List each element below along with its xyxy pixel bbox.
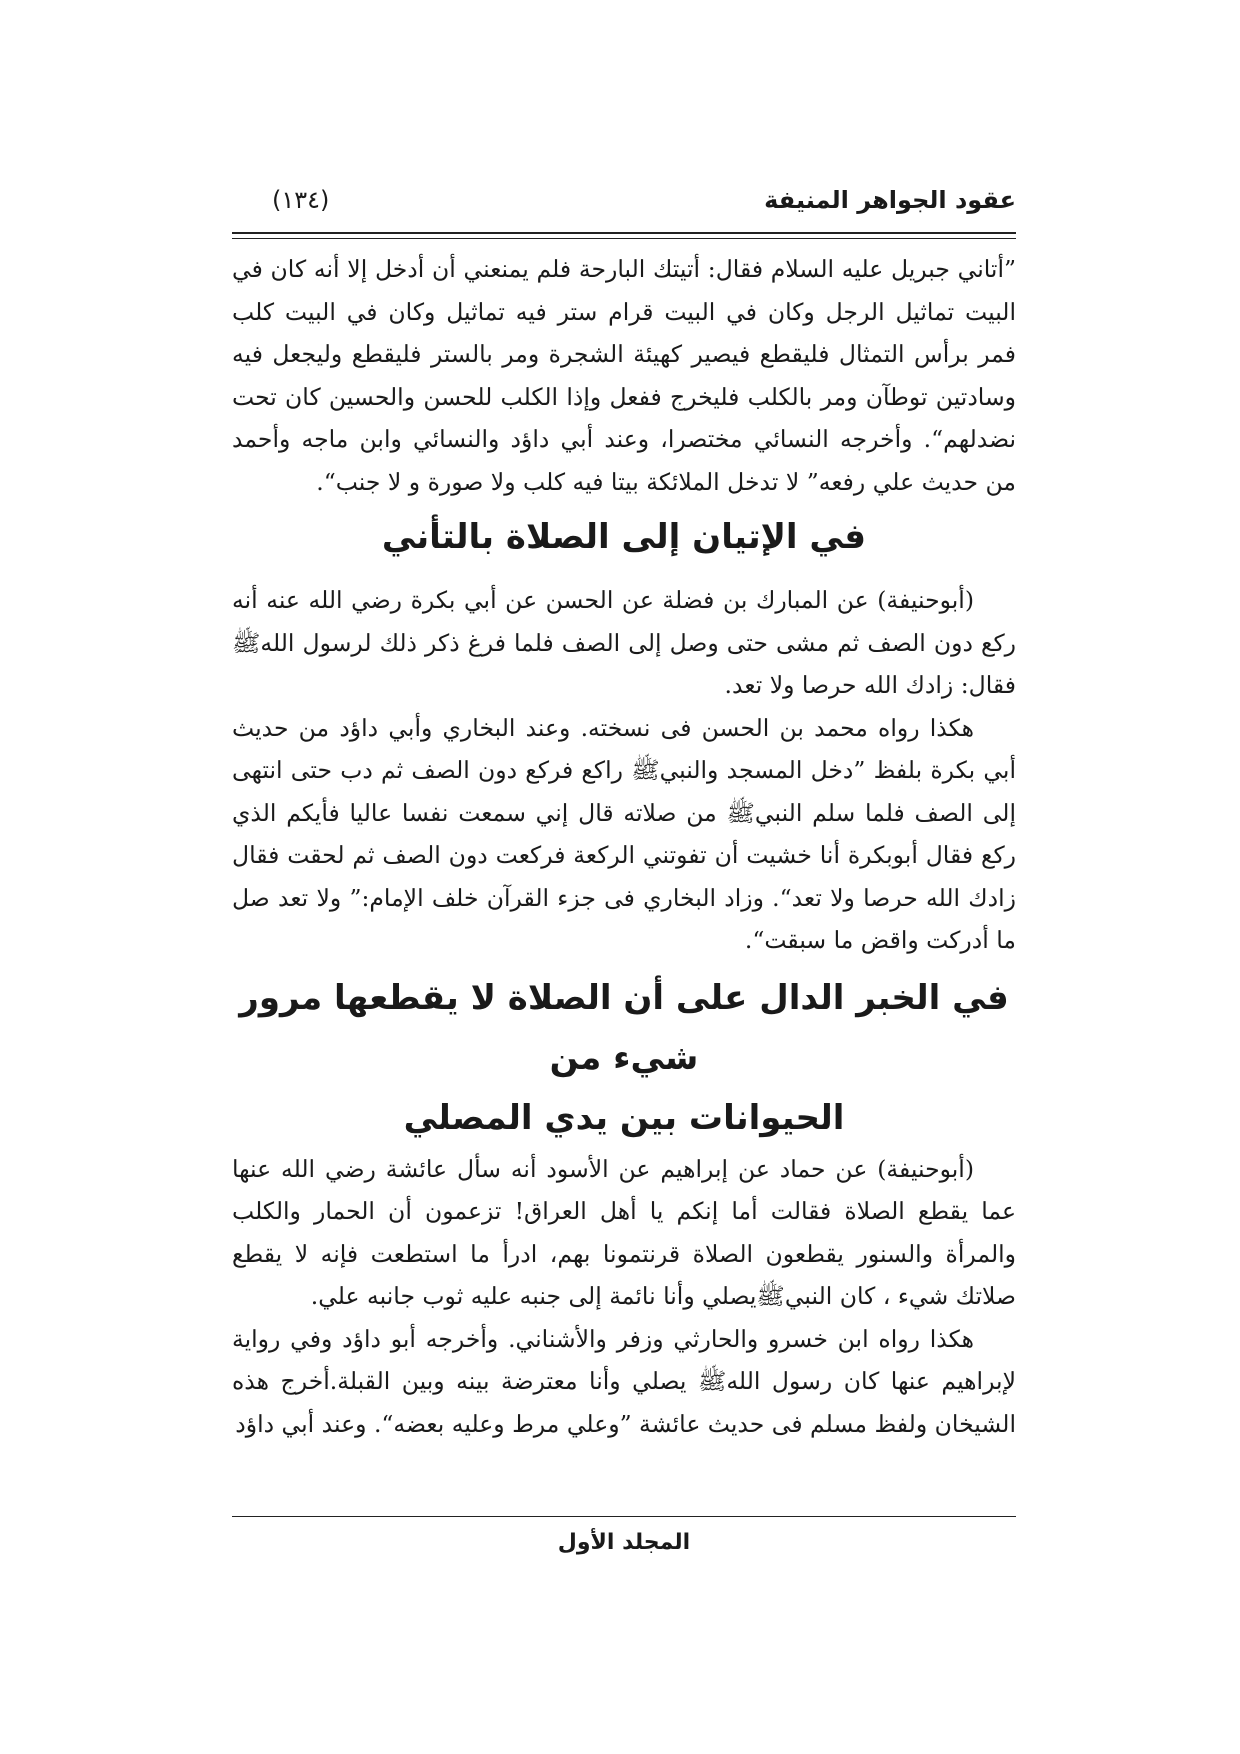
intro-paragraph: ”أتاني جبريل عليه السلام فقال: أتيتك البارحة فلم يمنعني أن أدخل إلا أنه كان في البيت تماثيل الرجل وكان في البيت قرام ستر فيه تماثيل وكان في البيت كلب فمر برأس التمثال فليقطع فيصير كهيئة الشجرة ومر بالستر فليقطع وليجعل فيه وسادتين توطآن ومر بالكلب فليخرج ففعل وإذا الكلب للحسن والحسين كان تحت نضدلهم“. وأخرجه النسائي مختصرا، وعند أبي داؤد والنسائي وابن ماجه وأحمد من حديث علي رفعه” لا تدخل الملائكة بيتا فيه كلب ولا صورة و لا جنب“. [232, 255, 1016, 496]
section-heading-1: في الإتيان إلى الصلاة بالتأني [381, 517, 867, 557]
section-heading-2-line-2: الحيوانات بين يدي المصلي [403, 1097, 845, 1138]
section-heading-2 [232, 968, 1016, 1148]
page-header [232, 182, 1016, 232]
section-2-paragraph-1: (أبوحنيفة) عن حماد عن إبراهيم عن الأسود أنه سأل عائشة رضي الله عنها عما يقطع الصلاة فقالت أما إنكم يا أهل العراق! تزعمون أن الحمار والكلب والمرأة والسنور يقطعون الصلاة قرنتمونا بهم، ادرأ ما استطعت فإنه لا يقطع صلاتك شيء ، كان النبيﷺيصلي وأنا نائمة إلى جنبه عليه ثوب جانبه علي. [232, 1154, 1016, 1310]
header-rule-thin [232, 238, 1016, 239]
section-heading-2-line-1: في الخبر الدال على أن الصلاة لا يقطعها مرور شيء من [239, 977, 1009, 1078]
section-1-paragraph-1: (أبوحنيفة) عن المبارك بن فضلة عن الحسن عن أبي بكرة رضي الله عنه أنه ركع دون الصف ثم مشى حتى وصل إلى الصف فلما فرغ ذكر ذلك لرسول اللهﷺ فقال: زادك الله حرصا ولا تعد. [232, 586, 1016, 699]
page-body [232, 248, 1016, 1504]
volume-label: المجلد الأول [557, 1530, 691, 1555]
header-rule-thick [232, 232, 1016, 234]
book-title: عقود الجواهر المنيفة [764, 186, 1016, 214]
section-2-paragraph-2: هكذا رواه ابن خسرو والحارثي وزفر والأشناني. وأخرجه أبو داؤد وفي رواية لإبراهيم عنها كان رسول اللهﷺ يصلي وأنا معترضة بينه وبين القبلة.أخرج هذه الشيخان ولفظ مسلم فى حديث عائشة ”وعلي مرط وعليه بعضه“. وعند أبي داؤد [232, 1324, 1016, 1438]
page-number: (١٣٤) [272, 186, 330, 214]
footer-rule [232, 1516, 1016, 1517]
section-1-paragraph-2: هكذا رواه محمد بن الحسن فى نسخته. وعند البخاري وأبي داؤد من حديث أبي بكرة بلفظ ”دخل المسجد والنبيﷺ راكع فركع دون الصف ثم دب حتى انتهى إلى الصف فلما سلم النبيﷺ من صلاته قال إني سمعت نفسا عاليا فأيكم الذي ركع فقال أبوبكرة أنا خشيت أن تفوتني الركعة فركعت دون الصف ثم لحقت فقال زادك الله حرصا ولا تعد“. وزاد البخاري فى جزء القرآن خلف الإمام:” ولا تعد صل ما أدركت واقض ما سبقت“. [232, 713, 1016, 954]
